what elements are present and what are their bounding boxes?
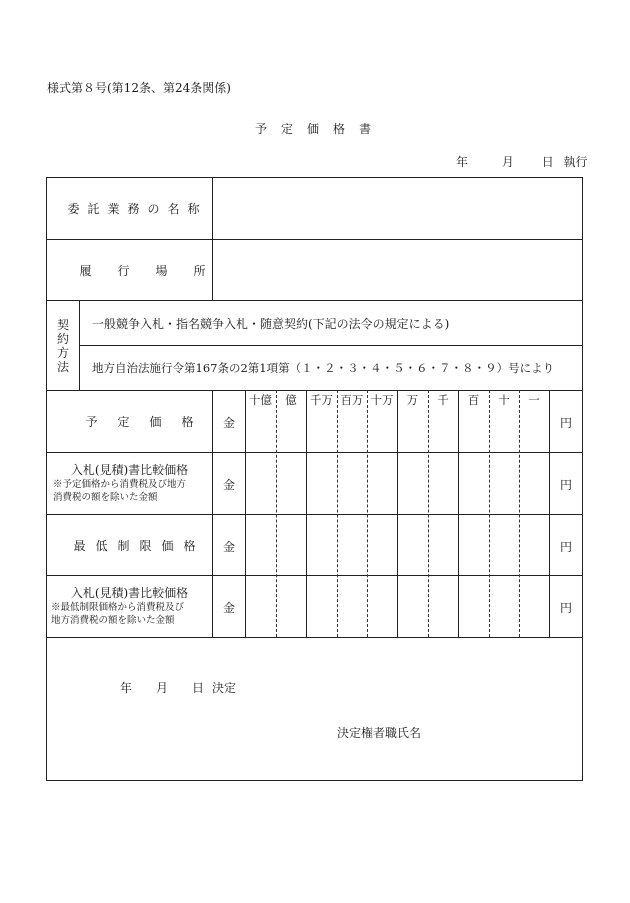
contract-name-field[interactable] bbox=[213, 178, 582, 239]
rule-6 bbox=[46, 575, 583, 576]
rule-2 bbox=[46, 300, 583, 301]
document-title: 予定価格書 bbox=[254, 122, 385, 136]
digit-unit: 一 bbox=[528, 393, 540, 407]
exec-suffix: 執行 bbox=[563, 155, 588, 169]
currency-suffix: 円 bbox=[559, 478, 572, 492]
price-row-label: 入札(見積)書比較価格 bbox=[70, 463, 189, 477]
form-number: 様式第８号(第12条、第24条関係) bbox=[47, 81, 231, 95]
method-label-cell bbox=[47, 301, 79, 390]
vline-digit-dashed bbox=[489, 390, 490, 637]
method-line-2: 地方自治法施行令第167条の2第1項第（１・２・３・４・５・６・７・８・９）号により bbox=[92, 361, 555, 375]
location-field[interactable] bbox=[213, 240, 582, 300]
digit-unit: 千 bbox=[437, 393, 449, 407]
digit-unit: 十万 bbox=[370, 393, 394, 407]
decision-date bbox=[120, 681, 236, 695]
digit-unit: 百万 bbox=[340, 393, 364, 407]
price-row-note: ※予定価格から消費税及び地方 消費税の額を除いた金額 bbox=[53, 479, 187, 503]
method-label: 契約方法 bbox=[56, 317, 69, 374]
rule-7 bbox=[46, 637, 583, 638]
price-row-label-cell bbox=[47, 462, 212, 504]
price-row-label: 入札(見積)書比較価格 bbox=[70, 586, 189, 600]
execution-date bbox=[456, 155, 588, 169]
digit-unit: 億 bbox=[285, 393, 297, 407]
currency-suffix: 円 bbox=[559, 416, 572, 430]
decision-year: 年 bbox=[120, 681, 133, 695]
location-label: 履行場所 bbox=[79, 263, 232, 278]
price-row-label-cell bbox=[47, 585, 212, 627]
vline-digit-dashed bbox=[367, 390, 368, 637]
vline-kin bbox=[245, 390, 246, 637]
currency-prefix: 金 bbox=[222, 601, 235, 615]
digit-unit: 十 bbox=[498, 393, 510, 407]
exec-year: 年 bbox=[456, 155, 469, 169]
exec-month: 月 bbox=[501, 155, 514, 169]
decision-day: 日 bbox=[192, 681, 205, 695]
currency-suffix: 円 bbox=[559, 601, 572, 615]
rule-method-split bbox=[79, 345, 583, 346]
digit-unit: 千万 bbox=[310, 393, 333, 407]
vline-digit-solid-1 bbox=[306, 390, 307, 637]
currency-prefix: 金 bbox=[222, 478, 235, 492]
vline-digit-solid-2 bbox=[397, 390, 398, 637]
price-row-label: 最低制限価格 bbox=[73, 538, 206, 553]
currency-prefix: 金 bbox=[222, 416, 235, 430]
currency-prefix: 金 bbox=[222, 540, 235, 554]
digit-unit: 百 bbox=[467, 393, 480, 407]
digit-unit: 万 bbox=[406, 393, 419, 407]
decision-authority: 決定権者職氏名 bbox=[337, 726, 422, 740]
currency-suffix: 円 bbox=[559, 540, 572, 554]
vline-digit-dashed bbox=[276, 390, 277, 637]
price-row-note: ※最低制限価格から消費税及び 地方消費税の額を除いた金額 bbox=[51, 602, 185, 626]
vline-digit-solid-3 bbox=[458, 390, 459, 637]
method-line-1: 一般競争入札・指名競争入札・随意契約(下記の法令の規定による) bbox=[92, 317, 450, 331]
price-row-label: 予定価格 bbox=[85, 415, 214, 429]
decision-month: 月 bbox=[156, 681, 169, 695]
exec-day: 日 bbox=[541, 155, 554, 169]
rule-4 bbox=[46, 452, 583, 453]
decision-suffix: 決定 bbox=[212, 681, 237, 695]
vline-digit-dashed bbox=[428, 390, 429, 637]
contract-name-label: 委託業務の名称 bbox=[67, 202, 208, 216]
vline-digit-dashed bbox=[337, 390, 338, 637]
digit-unit: 十億 bbox=[249, 393, 272, 407]
vline-method bbox=[79, 300, 80, 390]
vline-digit-dashed bbox=[519, 390, 520, 637]
